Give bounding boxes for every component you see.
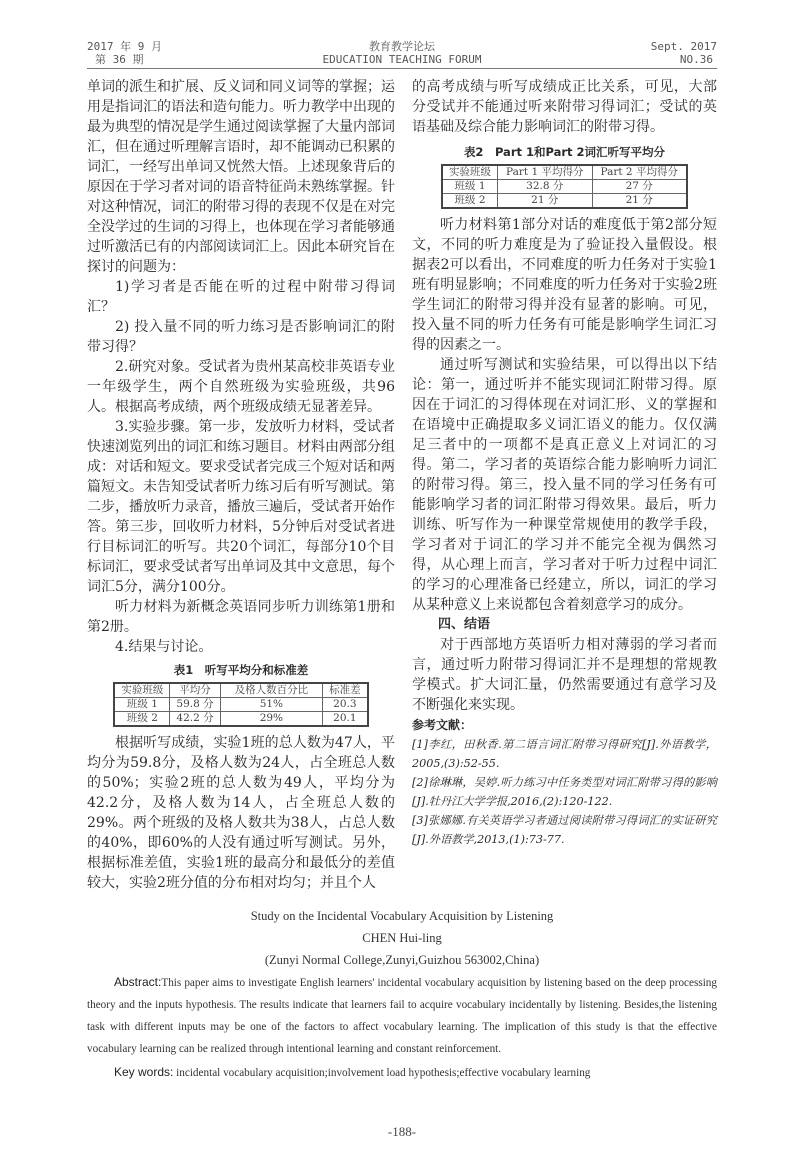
reference-item: [2]徐琳琳，吴婷.听力练习中任务类型对词汇附带习得的影响[J].牡丹江大学学报,2016,(2):120-122. — [412, 776, 717, 808]
table-header-cell: 实验班级 — [442, 165, 498, 180]
table-cell: 班级 1 — [442, 180, 498, 194]
section-results-heading: 4.结果与讨论。 — [115, 639, 213, 655]
header-month-en: Sept. 2017 — [650, 40, 717, 53]
body-columns — [87, 77, 717, 893]
table-cell: 班级 1 — [114, 698, 170, 712]
journal-name-cn: 教育教学论坛 — [369, 40, 435, 53]
keywords — [87, 1061, 717, 1084]
table-cell: 21 分 — [592, 194, 687, 209]
research-question-1: 1)学习者是否能在听的过程中附带习得词汇？ — [87, 279, 395, 315]
table1 — [113, 682, 368, 727]
table-row — [442, 194, 687, 209]
header-journal — [87, 40, 717, 66]
right-column — [412, 77, 717, 849]
table-row — [114, 712, 367, 727]
table-cell: 59.8 分 — [170, 698, 220, 712]
paragraph-procedure: 3.实验步骤。第一步，发放听力材料，受试者快速浏览列出的词汇和练习题目。材料由两部分组成：对话和短文。要求受试者完成三个短对话和两篇短文。未告知受试者听力练习后有听写测试。第二步，播放听力录音，播放三遍后，受试者开始作答。第三步，回收听力材料，5分钟后对受试者进行目标词汇的听写。共20个词汇，每部分10个目标词汇，要求受试者写出单词及其中文意思，每个词汇5分，满分100分。 — [87, 419, 395, 595]
table-header-cell: Part 2 平均得分 — [592, 165, 687, 180]
abstract-label: Abstract: — [114, 975, 162, 989]
reference-item: [3]张娜娜.有关英语学习者通过阅读附带习得词汇的实证研究[J].外语教学,2013,(1):73-77. — [412, 814, 717, 846]
table2-caption: 表2 Part 1和Part 2词汇听写平均分 — [463, 145, 666, 159]
paragraph-conclusions: 通过听写测试和实验结果，可以得出以下结论：第一，通过听并不能实现词汇附带习得。原因在于词汇的习得体现在对词汇形、义的掌握和在语境中正确提取多义词汇语义的能力。仅仅满足三者中的一项都不是真正意义上对词汇的习得。第二，学习者的英语综合能力影响听力词汇的附带习得。第三，投入量不同的学习任务有可能影响学习者的词汇附带习得效果。最后，听力训练、听写作为一种课堂常规使用的教学手段，学习者对于词汇的学习并不能完全视为偶然习得，从心理上而言，学习者对于听力过程中词汇的学习的心理准备已经建立，所以，词汇的学习从某种意义上来说都包含着刻意学习的成分。 — [412, 357, 717, 613]
table2 — [441, 164, 688, 209]
paragraph-materials: 听力材料为新概念英语同步听力训练第1册和第2册。 — [87, 599, 395, 635]
abstract — [87, 971, 717, 1060]
paragraph-results: 根据听写成绩，实验1班的总人数为47人，平均分为59.8分，及格人数为24人，占全班总人数的50%；实验2班的总人数为49人，平均分为42.2分，及格人数为14人，占全班总人数的29%。两个班级的及格人数共为38人，占总人数的40%，即60%的人没有通过听写测试。另外，根据标准差值，实验1班的最高分和最低分的差值较大，实验2班分值的分布相对均匀；并且个人 — [87, 735, 395, 891]
table-header-cell: 标准差 — [323, 683, 368, 698]
table-header-row — [442, 165, 687, 180]
references-heading: 参考文献： — [412, 718, 473, 732]
research-question-2: 2) 投入量不同的听力练习是否影响词汇的附带习得？ — [87, 319, 395, 355]
table-header-cell: Part 1 平均得分 — [498, 165, 592, 180]
table-header-cell: 平均分 — [170, 683, 220, 698]
table-row — [442, 180, 687, 194]
page-number: -188- — [387, 1124, 417, 1139]
table-header-cell: 实验班级 — [114, 683, 170, 698]
journal-name-en: EDUCATION TEACHING FORUM — [322, 53, 482, 66]
english-author: CHEN Hui-ling — [362, 931, 442, 945]
header-date-en — [651, 40, 717, 66]
table-header-cell: 及格人数百分比 — [220, 683, 323, 698]
english-abstract-block — [87, 905, 717, 1084]
table-cell: 21 分 — [498, 194, 592, 209]
table-cell: 班级 2 — [114, 712, 170, 727]
table1-caption: 表1 听写平均分和标准差 — [173, 663, 309, 677]
abstract-text: This paper aims to investigate English learners' incidental vocabulary acquisition by listening based on the deep processing theory and the inputs hypothesis. The results indicate that learners fail to acquire vocabulary incidentally by listening. Besides,the listening task with different inputs may be one of the factors to affect vocabulary learning. The implication of this study is that the effective vocabulary learning can be realized through intentional learning and constant reinforcement. — [87, 977, 717, 1055]
table-cell: 27 分 — [592, 180, 687, 194]
keywords-label: Key words: — [114, 1065, 174, 1079]
table-cell: 20.1 — [323, 712, 368, 727]
header-issue-cn: 第 36 期 — [95, 53, 144, 66]
header-date-cn: 2017 年 9 月 — [87, 40, 162, 53]
table-cell: 班级 2 — [442, 194, 498, 209]
table-row — [114, 698, 367, 712]
paragraph-final: 对于西部地方英语听力相对薄弱的学习者而言，通过听力附带习得词汇并不是理想的常规教学模式。扩大词汇量，仍然需要通过有意学习及不断强化来实现。 — [412, 637, 717, 713]
table-cell: 42.2 分 — [170, 712, 220, 727]
table-cell: 29% — [220, 712, 323, 727]
running-header — [87, 38, 717, 69]
paragraph: 单词的派生和扩展、反义词和同义词等的掌握；运用是指词汇的语法和造句能力。听力教学中出现的最为典型的情况是学生通过阅读掌握了大量内部词汇，但在通过听理解言语时，却不能调动已积累的词汇，一经写出单词又恍然大悟。上述现象背后的原因在于学习者对词的语音特征尚未熟练掌握。针对这种情况，词汇的附带习得的表现不仅是在对完全没学过的生词的习得上，也体现在学习者能够通过听激活已有的内部阅读词汇上。因此本研究旨在探讨的问题为： — [87, 79, 395, 275]
section-heading-conclusion: 四、结语 — [438, 617, 491, 632]
journal-page — [87, 0, 717, 1170]
reference-item: [1]李红，田秋香.第二语言词汇附带习得研究[J].外语教学，2005,(3):52-55. — [412, 738, 717, 770]
paragraph: 的高考成绩与听写成绩成正比关系，可见，大部分受试并不能通过听来附带习得词汇；受试的英语基础及综合能力影响词汇的附带习得。 — [412, 79, 717, 135]
table-header-row — [114, 683, 367, 698]
table-cell: 32.8 分 — [498, 180, 592, 194]
table-cell: 20.3 — [323, 698, 368, 712]
english-title: Study on the Incidental Vocabulary Acquisition by Listening — [250, 909, 554, 923]
left-column — [87, 77, 395, 893]
paragraph-subjects: 2.研究对象。受试者为贵州某高校非英语专业一年级学生，两个自然班级为实验班级，共96人。根据高考成绩，两个班级成绩无显著差异。 — [87, 359, 395, 415]
english-affiliation: (Zunyi Normal College,Zunyi,Guizhou 563002,China) — [264, 953, 540, 967]
table-cell: 51% — [220, 698, 323, 712]
keywords-text: incidental vocabulary acquisition;involvement load hypothesis;effective vocabulary learning — [176, 1067, 591, 1079]
paragraph-table2-discussion: 听力材料第1部分对话的难度低于第2部分短文，不同的听力难度是为了验证投入量假设。根据表2可以看出，不同难度的听力任务对于实验1班有明显影响；不同难度的听力任务对于实验2班学生词汇的附带习得并没有显著的影响。可见，投入量不同的听力任务有可能是影响学生词汇习得的因素之一。 — [412, 217, 717, 353]
header-issue-en: NO.36 — [679, 53, 713, 66]
